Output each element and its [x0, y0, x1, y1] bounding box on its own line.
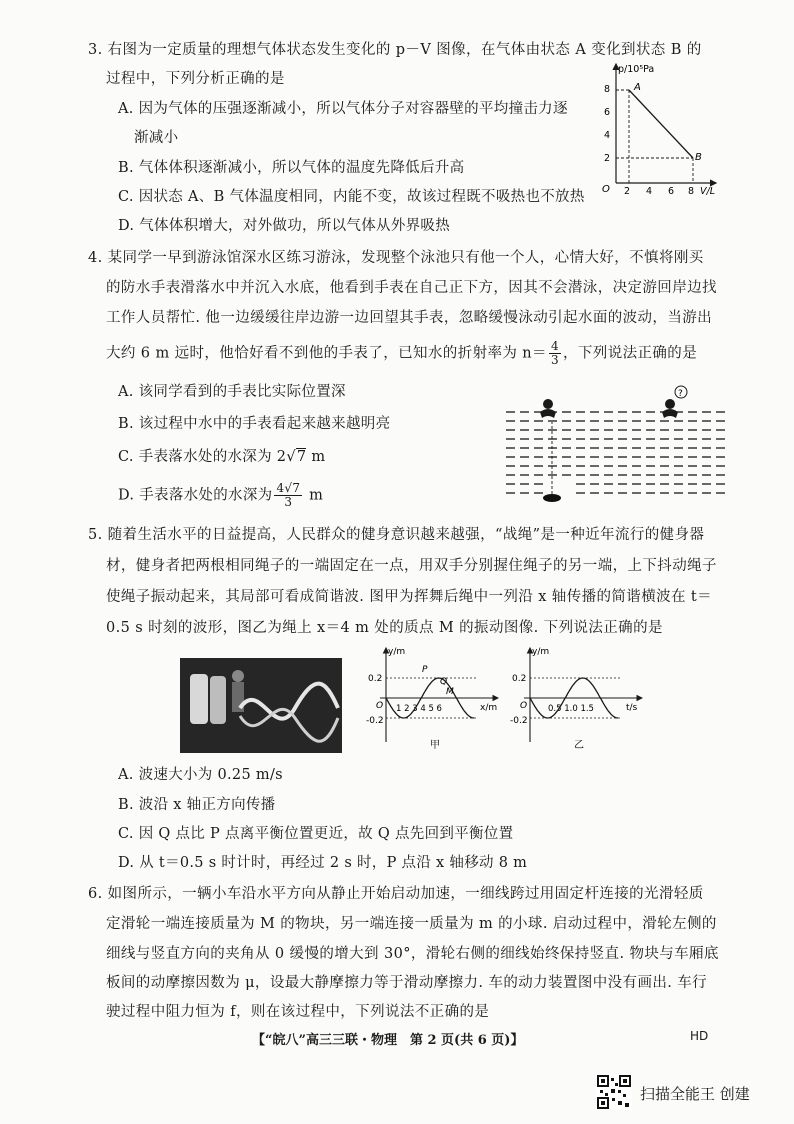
process-line-ab [629, 90, 693, 158]
battle-rope-photo [180, 658, 342, 753]
q5-option-a: A. 波速大小为 0.25 m/s [118, 767, 283, 783]
y-tick-8: 8 [604, 84, 611, 95]
yi-y-bot: -0.2 [510, 716, 528, 726]
x-tick-6: 6 [668, 186, 675, 196]
q4-option-a: A. 该同学看到的手表比实际位置深 [118, 384, 346, 400]
point-a-label: A [634, 82, 641, 93]
x-tick-2: 2 [624, 186, 631, 196]
q5-stem-line3: 使绳子振动起来，其局部可看成简谐波. 图甲为挥舞后绳中一列沿 x 轴传播的简谐横波在 t＝ [106, 589, 713, 605]
q5-stem-line4: 0.5 s 时刻的波形，图乙为绳上 x＝4 m 处的质点 M 的振动图像. 下列说法正确的是 [106, 620, 663, 636]
yi-caption: 乙 [574, 740, 584, 751]
watermark-text: 扫描全能王 创建 [640, 1085, 750, 1103]
jia-y-label: y/m [388, 647, 406, 657]
q5-stem-line1: 5. 随着生活水平的日益提高，人民群众的健身意识越来越强，“战绳”是一种近年流行的健身器 [88, 527, 705, 543]
y-tick-4: 4 [604, 130, 611, 141]
q4-option-d: D. 手表落水处的水深为 $\frac{4√7}{3}$ m [118, 481, 324, 509]
q6-stem-line1: 6. 如图所示，一辆小车沿水平方向从静止开始启动加速，一细线跨过用固定杆连接的光滑轻质 [88, 886, 704, 902]
jia-y-bot: -0.2 [366, 716, 384, 726]
jia-x-label: x/m [480, 703, 498, 713]
qr-code-icon [596, 1074, 632, 1110]
q3-pv-graph [596, 58, 726, 196]
x-tick-8: 8 [688, 186, 695, 196]
q6-stem-line5: 驶过程中阻力恒为 f，则在该过程中，下列说法不正确的是 [106, 1004, 490, 1020]
watch-icon [543, 494, 561, 502]
q5-option-c: C. 因 Q 点比 P 点离平衡位置更近，故 Q 点先回到平衡位置 [118, 826, 514, 842]
y-tick-6: 6 [604, 107, 611, 118]
q6-stem-line3: 细线与竖直方向的夹角从 0 缓慢的增大到 30°，滑轮右侧的细线始终保持竖直. 物块与车厢底 [106, 946, 719, 962]
q4-stem-line1: 4. 某同学一早到游泳馆深水区练习游泳，发现整个泳池只有他一个人，心情大好，不慎将刚买 [88, 250, 704, 266]
q5-wave-graph-jia [366, 644, 506, 752]
paper-code: HD [690, 1029, 709, 1043]
yi-x-ticks: 0.5 1.0 1.5 [548, 704, 594, 714]
jia-origin: O [376, 701, 384, 711]
q3-option-d: D. 气体体积增大，对外做功，所以气体从外界吸热 [118, 218, 451, 234]
q6-stem-line2: 定滑轮一端连接质量为 M 的物块，另一端连接一质量为 m 的小球. 启动过程中，滑轮左侧的 [106, 916, 717, 932]
q5-vibration-graph-yi [510, 644, 650, 752]
x-axis-label: V/L [700, 186, 715, 196]
jia-point-q: Q [440, 677, 448, 687]
q3-option-a-cont: 渐减小 [134, 130, 179, 146]
jia-x-ticks: 1 2 3 4 5 6 [396, 704, 442, 714]
yi-origin: O [520, 701, 528, 711]
jia-point-p: P [422, 665, 428, 675]
y-axis-label: p/10⁵Pa [618, 64, 655, 75]
jia-y-top: 0.2 [368, 674, 383, 684]
q4-stem-line3: 工作人员帮忙. 他一边缓缓往岸边游一边回望其手表，忽略缓慢泳动引起水面的波动，当游出 [106, 310, 713, 326]
speech-bubble-text: ? [678, 389, 683, 399]
q4-option-b: B. 该过程中水中的手表看起来越来越明亮 [118, 416, 391, 432]
yi-y-label: y/m [532, 647, 550, 657]
q5-stem-line2: 材，健身者把两根相同绳子的一端固定在一点，用双手分别握住绳子的另一端，上下抖动绳子 [106, 558, 717, 574]
jia-point-m: M [446, 687, 454, 697]
origin-label: O [602, 184, 610, 195]
q5-option-b: B. 波沿 x 轴正方向传播 [118, 797, 276, 813]
q3-option-a: A. 因为气体的压强逐渐减小，所以气体分子对容器壁的平均撞击力逐 [118, 101, 568, 117]
yi-y-top: 0.2 [512, 674, 527, 684]
swimmer-left-icon [540, 399, 556, 418]
point-b-label: B [695, 152, 702, 163]
swimmer-right-icon [662, 386, 687, 418]
q3-option-c: C. 因状态 A、B 气体温度相同，内能不变，故该过程既不吸热也不放热 [118, 189, 585, 205]
q3-stem-line1: 3. 右图为一定质量的理想气体状态发生变化的 p－V 图像，在气体由状态 A 变化到状态 B 的 [88, 42, 702, 58]
yi-x-label: t/s [626, 703, 638, 713]
q3-option-b: B. 气体体积逐渐减小，所以气体的温度先降低后升高 [118, 160, 465, 176]
q4-pool-figure [500, 382, 730, 506]
q6-stem-line4: 板间的动摩擦因数为 μ，设最大静摩擦力等于滑动摩擦力. 车的动力装置图中没有画出. 车行 [106, 975, 708, 991]
water-lines [506, 412, 725, 493]
q3-stem-line2: 过程中，下列分析正确的是 [106, 71, 285, 87]
refractive-index-fraction: $\frac{4}{3}$ [550, 339, 559, 367]
q4-option-c: C. 手表落水处的水深为 2√7 m [118, 449, 326, 465]
jia-caption: 甲 [430, 740, 440, 751]
x-tick-4: 4 [646, 186, 653, 196]
q4-stem-line4: 大约 6 m 远时，他恰好看不到他的手表了，已知水的折射率为 n＝ $\frac{4}{3}$ ，下列说法正确的是 [106, 339, 698, 367]
y-tick-2: 2 [604, 153, 611, 164]
q4-stem-line2: 的防水手表滑落水中并沉入水底，他看到手表在自己正下方，因其不会潜泳，决定游回岸边找 [106, 280, 717, 296]
q5-option-d: D. 从 t＝0.5 s 时计时，再经过 2 s 时，P 点沿 x 轴移动 8 m [118, 855, 528, 871]
page-footer-title: 【“皖八”高三三联・物理 第 2 页(共 6 页)】 [252, 1033, 524, 1048]
